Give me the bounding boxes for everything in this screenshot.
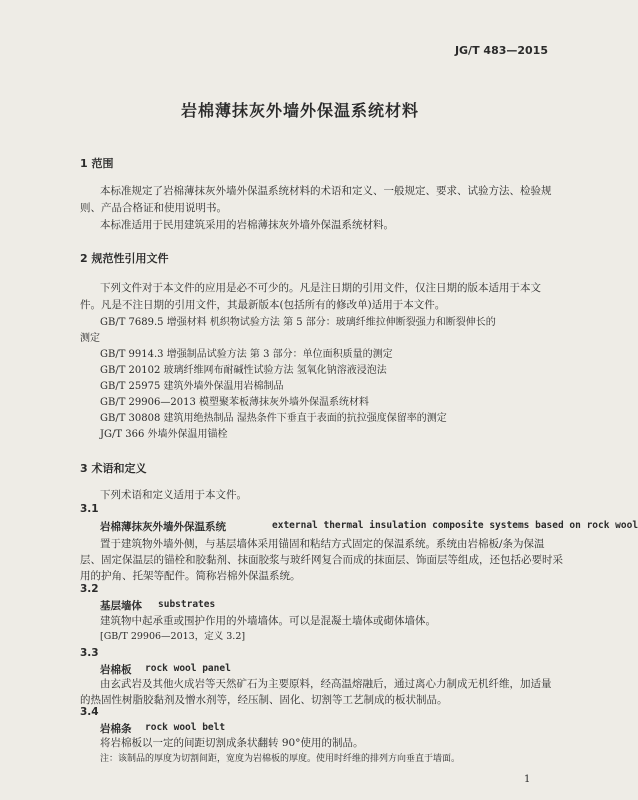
section-1-para-2: 本标准适用于民用建筑采用的岩棉薄抹灰外墙外保温系统材料。 bbox=[100, 219, 394, 231]
section-3-intro: 下列术语和定义适用于本文件。 bbox=[100, 489, 247, 501]
reference-line: GB/T 20102 玻璃纤维网布耐碱性试验方法 氢氧化钠溶液浸泡法 bbox=[100, 365, 387, 376]
standard-number: JG/T 483—2015 bbox=[454, 44, 548, 57]
term-3-2-name: 基层墙体 bbox=[100, 600, 142, 612]
section-2-intro-line-2: 件。凡是不注日期的引用文件，其最新版本(包括所有的修改单)适用于本文件。 bbox=[80, 299, 446, 311]
reference-line: GB/T 7689.5 增强材料 机织物试验方法 第 5 部分：玻璃纤维拉伸断裂强力和断裂伸长的 bbox=[100, 317, 496, 328]
page-number: 1 bbox=[524, 774, 531, 785]
reference-line: JG/T 366 外墙外保温用锚栓 bbox=[100, 429, 228, 440]
term-3-4-english: rock wool belt bbox=[145, 722, 226, 733]
section-2-heading: 2 规范性引用文件 bbox=[80, 252, 169, 265]
reference-line: GB/T 30808 建筑用绝热制品 湿热条件下垂直于表面的抗拉强度保留率的测定 bbox=[100, 413, 447, 424]
term-3-1-def-line-1: 置于建筑物外墙外侧，与基层墙体采用锚固和粘结方式固定的保温系统。系统由岩棉板/条为保温 bbox=[100, 538, 545, 550]
reference-line: 测定 bbox=[80, 333, 100, 344]
term-3-2-english: substrates bbox=[158, 599, 216, 610]
reference-line: GB/T 25975 建筑外墙外保温用岩棉制品 bbox=[100, 381, 284, 392]
reference-line: GB/T 9914.3 增强制品试验方法 第 3 部分：单位面积质量的测定 bbox=[100, 349, 393, 360]
reference-line: GB/T 29906—2013 模塑聚苯板薄抹灰外墙外保温系统材料 bbox=[100, 397, 369, 408]
term-3-1-def-line-3: 用的护角、托架等配件。简称岩棉外保温系统。 bbox=[80, 570, 301, 582]
term-3-4-name: 岩棉条 bbox=[100, 723, 132, 735]
term-3-1-name: 岩棉薄抹灰外墙外保温系统 bbox=[100, 521, 226, 533]
document-title: 岩棉薄抹灰外墙外保温系统材料 bbox=[180, 101, 419, 120]
term-3-2-number: 3.2 bbox=[80, 583, 99, 595]
term-3-2-def-line-1: 建筑物中起承重或围护作用的外墙墙体。可以是混凝土墙体或砌体墙体。 bbox=[100, 615, 436, 627]
term-3-3-def-line-1: 由玄武岩及其他火成岩等天然矿石为主要原料，经高温熔融后，通过离心力制成无机纤维，加适量 bbox=[100, 678, 552, 690]
term-3-1-def-line-2: 层、固定保温层的锚栓和胶黏剂、抹面胶浆与玻纤网复合而成的抹面层、饰面层等组成，还包括必要时采 bbox=[80, 554, 563, 566]
term-3-3-english: rock wool panel bbox=[145, 663, 231, 674]
term-3-1-number: 3.1 bbox=[80, 503, 99, 515]
term-3-4-number: 3.4 bbox=[80, 706, 99, 718]
term-3-3-name: 岩棉板 bbox=[100, 664, 132, 676]
term-3-4-note: 注：该制品的厚度为切割间距，宽度为岩棉板的厚度。使用时纤维的排列方向垂直于墙面。 bbox=[100, 754, 461, 764]
term-3-1-english: external thermal insulation composite systems based on rock wool bbox=[272, 520, 638, 531]
term-3-2-source: [GB/T 29906—2013，定义 3.2] bbox=[100, 631, 246, 642]
term-3-4-def-line-1: 将岩棉板以一定的间距切割成条状翻转 90°使用的制品。 bbox=[100, 737, 364, 749]
section-1-para-1-line-1: 本标准规定了岩棉薄抹灰外墙外保温系统材料的术语和定义、一般规定、要求、试验方法、检验规 bbox=[100, 185, 552, 197]
section-3-heading: 3 术语和定义 bbox=[80, 462, 147, 475]
term-3-3-number: 3.3 bbox=[80, 647, 99, 659]
section-1-para-1-line-2: 则、产品合格证和使用说明书。 bbox=[80, 202, 227, 214]
term-3-3-def-line-2: 的热固性树脂胶黏剂及憎水剂等，经压制、固化、切割等工艺制成的板状制品。 bbox=[80, 694, 448, 706]
section-2-intro-line-1: 下列文件对于本文件的应用是必不可少的。凡是注日期的引用文件，仅注日期的版本适用于本文 bbox=[100, 282, 541, 294]
section-1-heading: 1 范围 bbox=[80, 157, 114, 170]
